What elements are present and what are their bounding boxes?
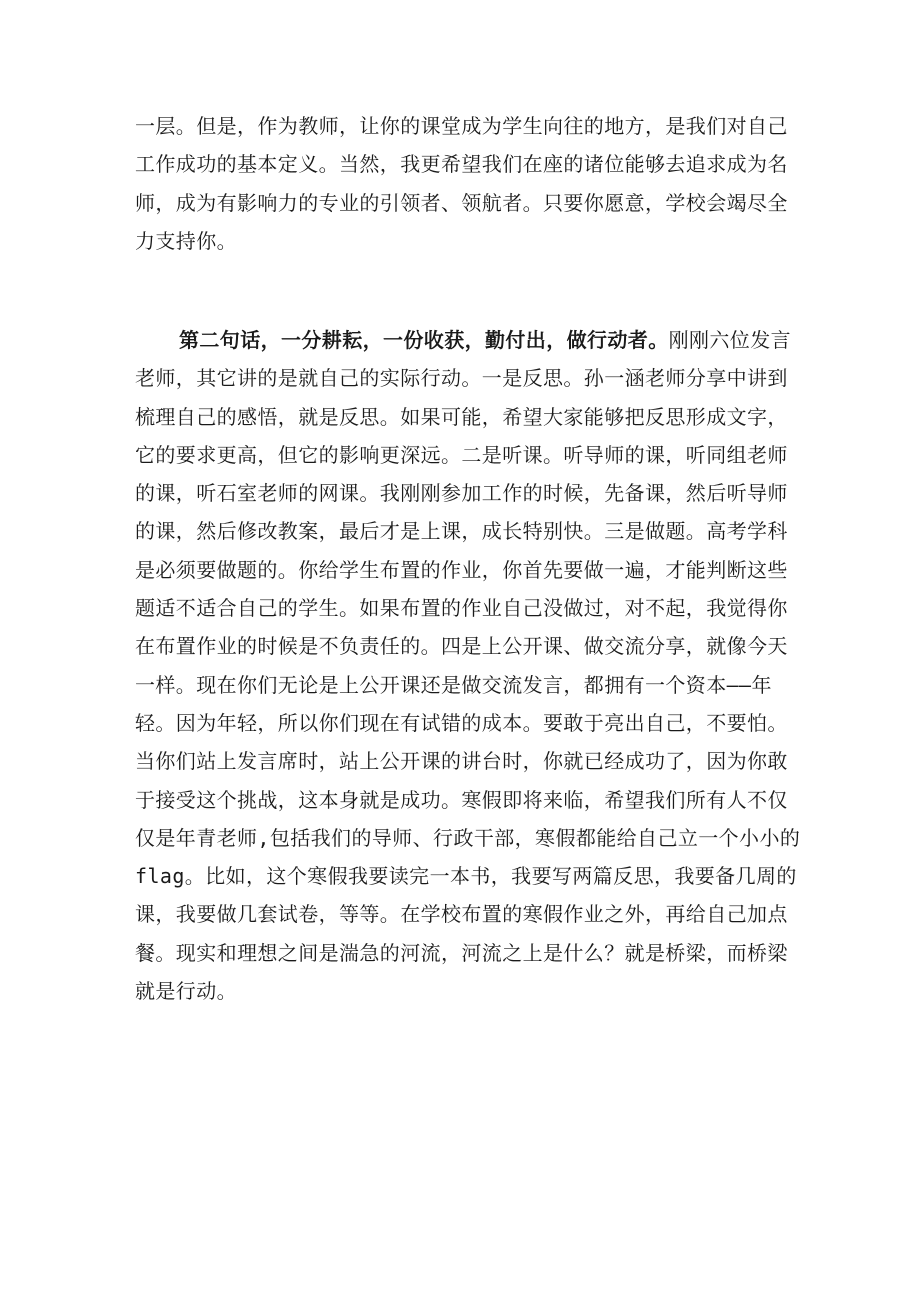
text-line: flag。比如，这个寒假我要读完一本书，我要写两篇反思，我要备几周的 <box>135 864 797 889</box>
text-line: 的课，然后修改教案，最后才是上课，成长特别快。三是做题。高考学科 <box>135 519 788 544</box>
text-line: 它的要求更高，但它的影响更深远。二是听课。听导师的课，听同组老师 <box>135 442 788 467</box>
first-line-text: 刚刚六位发言 <box>668 328 792 352</box>
text-line: 的课，听石室老师的网课。我刚刚参加工作的时候，先备课，然后听导师 <box>135 481 788 506</box>
text-line: 在布置作业的时候是不负责任的。四是上公开课、做交流分享，就像今天 <box>135 634 788 659</box>
text-line: 是必须要做题的。你给学生布置的作业，你首先要做一遍，才能判断这些 <box>135 557 788 582</box>
text-line: 老师，其它讲的是就自己的实际行动。一是反思。孙一涵老师分享中讲到 <box>135 366 788 391</box>
text-line: 餐。现实和理想之间是湍急的河流，河流之上是什么？就是桥梁，而桥梁 <box>135 940 788 965</box>
text-line: 师，成为有影响力的专业的引领者、领航者。只要你愿意，学校会竭尽全 <box>135 190 788 215</box>
text-line: 轻。因为年轻，所以你们现在有试错的成本。要敢于亮出自己，不要怕。 <box>135 710 788 735</box>
text-line: 一样。现在你们无论是上公开课还是做交流发言，都拥有一个资本——年 <box>135 672 772 697</box>
text-line: 课，我要做几套试卷，等等。在学校布置的寒假作业之外，再给自己加点 <box>135 902 788 927</box>
text-line: 题适不适合自己的学生。如果布置的作业自己没做过，对不起，我觉得你 <box>135 596 788 621</box>
paragraph-first-line <box>135 321 792 359</box>
paragraph-2 <box>135 321 801 1010</box>
paragraph-1 <box>135 107 789 260</box>
text-line: 就是行动。 <box>135 979 237 1004</box>
text-line: 仅是年青老师,包括我们的导师、行政干部，寒假都能给自己立一个小小的 <box>135 825 801 850</box>
text-line: 梳理自己的感悟，就是反思。如果可能，希望大家能够把反思形成文字， <box>135 404 788 429</box>
text-line: 工作成功的基本定义。当然，我更希望我们在座的诸位能够去追求成为名 <box>135 152 788 177</box>
paragraph-heading: 第二句话，一分耕耘，一份收获，勤付出，做行动者。 <box>179 328 669 352</box>
text-line: 一层。但是，作为教师，让你的课堂成为学生向往的地方，是我们对自己 <box>135 114 788 138</box>
text-line: 力支持你。 <box>135 228 237 253</box>
text-line: 当你们站上发言席时，站上公开课的讲台时，你就已经成功了，因为你敢 <box>135 749 788 774</box>
text-line: 于接受这个挑战，这本身就是成功。寒假即将来临，希望我们所有人不仅 <box>135 787 788 812</box>
